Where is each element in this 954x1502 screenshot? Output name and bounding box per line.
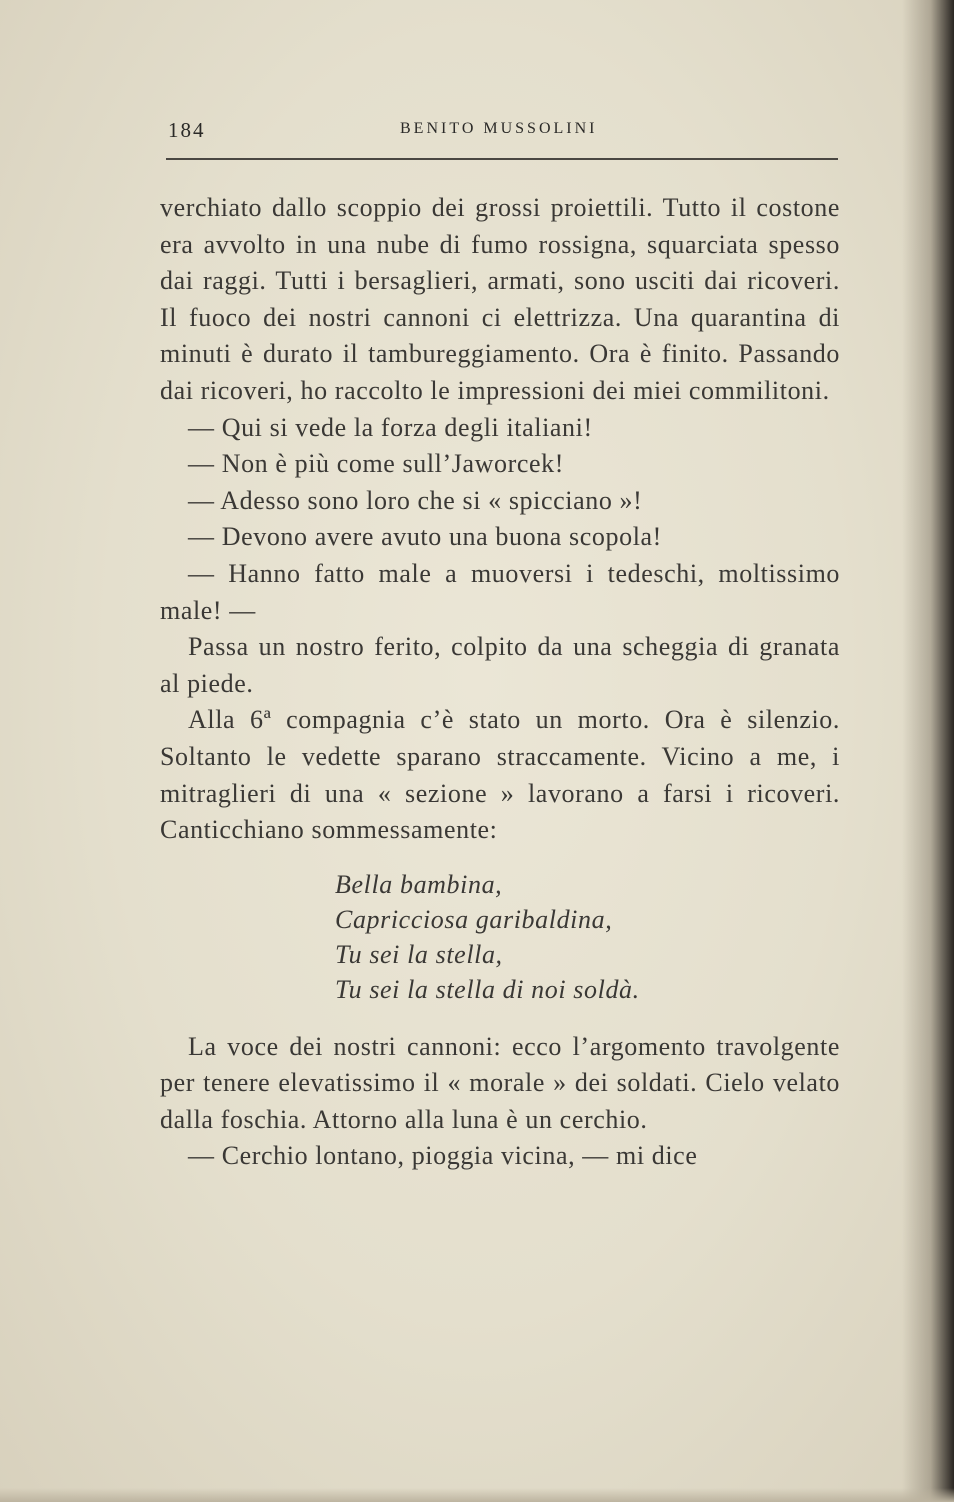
paragraph-1: verchiato dallo scoppio dei grossi proiettili. Tutto il costone era avvolto in una nube di fumo rossigna, squarciata spesso dai raggi. Tutti i bersaglieri, armati, sono usciti dai ricoveri. Il fuoco dei nostri cannoni ci elettrizza. Una quarantina di minuti è durato il tambureggiamento. Ora è finito. Passando dai ricoveri, ho raccolto le impressioni dei miei commilitoni.: [160, 193, 840, 405]
page-header: [168, 118, 838, 148]
dialogue-line-5: — Hanno fatto male a muoversi i tedeschi, moltissimo male! —: [160, 558, 840, 625]
song-verse: [335, 867, 840, 1007]
dialogue-line-4: — Devono avere avuto una buona scopola!: [188, 522, 662, 552]
verse-line-2: Capricciosa garibaldina,: [335, 904, 613, 934]
paragraph-3: Alla 6ª compagnia c’è stato un morto. Ora è silenzio. Soltanto le vedette sparano straccamente. Vicino a me, i mitraglieri di una « sezione » lavorano a farsi i ricoveri. Canticchiano sommessamente:: [160, 705, 840, 845]
dialogue-line-3: — Adesso sono loro che si « spicciano »!: [188, 485, 643, 515]
verse-line-4: Tu sei la stella di noi soldà.: [335, 974, 640, 1004]
header-rule: [166, 158, 838, 160]
page-number: 184: [168, 118, 206, 142]
page-text: [160, 190, 840, 1175]
dialogue-line-1: — Qui si vede la forza degli italiani!: [188, 412, 593, 442]
running-head: BENITO MUSSOLINI: [400, 120, 598, 137]
dialogue-line-6: — Cerchio lontano, pioggia vicina, — mi dice: [188, 1141, 698, 1171]
verse-line-1: Bella bambina,: [335, 869, 503, 899]
page-bottom-edge: [0, 1488, 954, 1502]
dialogue-line-2: — Non è più come sull’Jaworcek!: [188, 449, 564, 479]
page-edge-shadow: [902, 0, 954, 1502]
verse-line-3: Tu sei la stella,: [335, 939, 503, 969]
paragraph-2: Passa un nostro ferito, colpito da una scheggia di granata al piede.: [160, 632, 840, 698]
paragraph-4: La voce dei nostri cannoni: ecco l’argomento travolgente per tenere elevatissimo il « morale » dei soldati. Cielo velato dalla foschia. Attorno alla luna è un cerchio.: [160, 1031, 840, 1134]
